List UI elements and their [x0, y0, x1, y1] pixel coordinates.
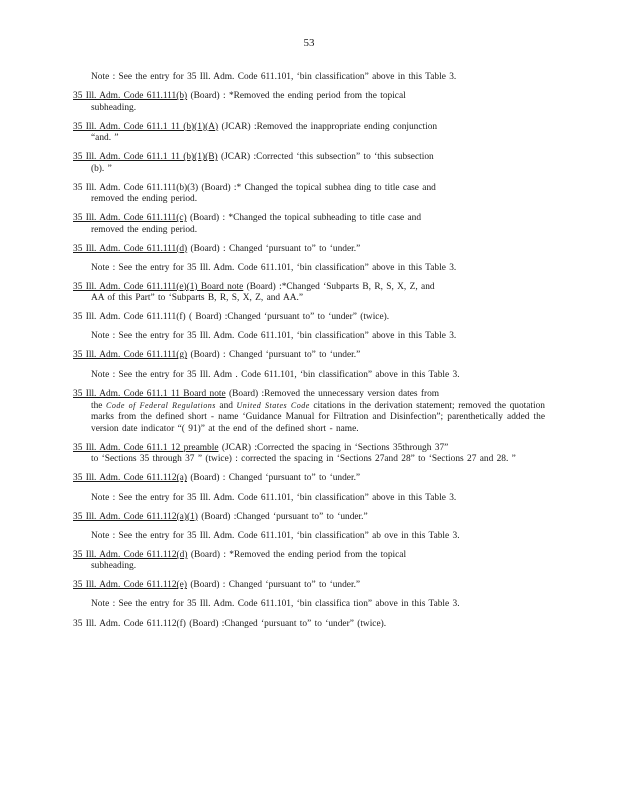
entry-continuation: removed the ending period. — [91, 194, 198, 204]
entry-first-line — [73, 512, 545, 523]
entry-first-line — [73, 244, 545, 255]
entry-first-line — [73, 580, 545, 591]
change-description: (JCAR) :Removed the inappropriate ending conjunction — [218, 121, 438, 132]
entry-first-line — [73, 213, 545, 224]
section-citation: 35 Ill. Adm. Code 611.112(a) — [73, 473, 187, 484]
entry-first-line — [73, 312, 545, 323]
revision-entry — [73, 91, 545, 114]
change-description: (Board) : Changed ‘pursuant to” to ‘under.” — [186, 580, 361, 591]
revision-entry — [73, 443, 545, 466]
italic-title: United States Code — [236, 401, 310, 411]
change-description: (Board) :Changed ‘pursuant to” to ‘under.” — [197, 511, 368, 522]
entry-first-line — [73, 282, 545, 293]
entry-first-line — [73, 443, 545, 454]
revision-entry — [73, 350, 545, 361]
entry-first-line — [73, 183, 545, 194]
entry-first-line — [73, 473, 545, 484]
note-entry: Note : See the entry for 35 Ill. Adm. Code 611.101, ‘bin classification” above in this Table 3. — [91, 331, 457, 342]
continuation-text: citations in the derivation statement; removed the quotation marks from the defined short - name ‘Guidance Manual for Filtration and Disinfection”; parenthetically added the version date indicator “( 91)” at the end of the defined short - name. — [91, 401, 545, 434]
revision-entry — [73, 152, 545, 175]
italic-title: Code of Federal Regulations — [106, 401, 216, 411]
entry-first-line — [73, 350, 545, 361]
note-entry: Note : See the entry for 35 Ill. Adm. Code 611.101, ‘bin classification” ab ove in this Table 3. — [91, 530, 460, 541]
revision-entry — [73, 183, 545, 206]
revision-entry — [73, 389, 545, 436]
change-description: (Board) :Removed the unnecessary version dates from — [225, 388, 440, 399]
entry-first-line — [73, 619, 545, 630]
entry-continuation: to ‘Sections 35 through 37 ” (twice) : corrected the spacing in ‘Sections 27and 28” to ‘Sections 27 and 28. ” — [91, 454, 516, 465]
revision-entry — [73, 512, 545, 523]
note-entry: Note : See the entry for 35 Ill. Adm. Code 611.101, ‘bin classifica tion” above in this Table 3. — [91, 599, 460, 610]
change-description: (Board) :Changed ‘pursuant to” to ‘under” (twice). — [185, 618, 387, 629]
section-citation: 35 Ill. Adm. Code 611.112(f) — [73, 618, 186, 629]
note-entry: Note : See the entry for 35 Ill. Adm. Code 611.101, ‘bin classification” above in this Table 3. — [91, 72, 457, 82]
revision-entry — [73, 122, 545, 145]
change-description: (JCAR) :Corrected the spacing in ‘Sections 35through 37” — [218, 442, 449, 453]
entry-continuation: subheading. — [91, 561, 137, 572]
note-entry: Note : See the entry for 35 Ill. Adm . Code 611.101, ‘bin classification” above in this Table 3. — [91, 369, 460, 380]
change-description: (Board) : Changed ‘pursuant to” to ‘under.” — [187, 350, 361, 361]
section-citation: 35 Ill. Adm. Code 611.111(d) — [73, 243, 188, 254]
section-citation: 35 Ill. Adm. Code 611.111(b)(3) — [73, 182, 199, 193]
entry-first-line — [73, 122, 545, 133]
entry-continuation: (b). ” — [91, 163, 112, 174]
note-entry: Note : See the entry for 35 Ill. Adm. Code 611.101, ‘bin classification” above in this Table 3. — [91, 492, 457, 503]
section-citation: 35 Ill. Adm. Code 611.111(c) — [73, 213, 187, 224]
revision-table — [73, 72, 545, 630]
section-citation: 35 Ill. Adm. Code 611.111(f) — [73, 312, 186, 323]
revision-entry — [73, 282, 545, 305]
entry-first-line — [73, 152, 545, 163]
change-description: (Board) :*Changed ‘Subparts B, R, S, X, Z, and — [243, 281, 435, 292]
section-citation: 35 Ill. Adm. Code 611.1 12 preamble — [73, 442, 219, 453]
entry-continuation: removed the ending period. — [91, 224, 198, 235]
change-description: (Board) : *Removed the ending period from the topical — [187, 549, 407, 560]
change-description: (JCAR) :Corrected ‘this subsection” to ‘this subsection — [217, 152, 434, 163]
section-citation: 35 Ill. Adm. Code 611.1 11 (b)(1)(B) — [73, 152, 218, 163]
change-description: (Board) : Changed ‘pursuant to” to ‘under.” — [186, 473, 361, 484]
entry-continuation: AA of this Part” to ‘Subparts B, R, S, X, Z, and AA.” — [91, 293, 303, 304]
revision-entry — [73, 619, 545, 630]
section-citation: 35 Ill. Adm. Code 611.111(g) — [73, 350, 188, 361]
entry-continuation: “and. ” — [91, 133, 119, 143]
change-description: (Board) : Changed ‘pursuant to” to ‘under.” — [187, 243, 361, 254]
continuation-text: the — [91, 401, 107, 412]
change-description: (Board) :* Changed the topical subhea ding to title case and — [198, 182, 436, 193]
entry-continuation: subheading. — [91, 102, 137, 113]
section-citation: 35 Ill. Adm. Code 611.112(e) — [73, 580, 187, 591]
revision-entry — [73, 244, 545, 255]
revision-entry — [73, 580, 545, 591]
revision-entry — [73, 550, 545, 573]
change-description: ( Board) :Changed ‘pursuant to” to ‘under” (twice). — [185, 312, 390, 323]
entry-first-line — [73, 91, 545, 102]
revision-entry — [73, 473, 545, 484]
change-description: (Board) : *Removed the ending period from the topical — [187, 91, 406, 102]
section-citation: 35 Ill. Adm. Code 611.111(b) — [73, 91, 188, 102]
change-description: (Board) : *Changed the topical subheading to title case and — [186, 213, 422, 224]
revision-entry — [73, 312, 545, 323]
note-entry: Note : See the entry for 35 Ill. Adm. Code 611.101, ‘bin classification” above in this Table 3. — [91, 262, 457, 273]
entry-first-line — [73, 550, 545, 561]
section-citation: 35 Ill. Adm. Code 611.112(a)(1) — [73, 511, 198, 522]
section-citation: 35 Ill. Adm. Code 611.111(e)(1) Board note — [73, 281, 244, 292]
section-citation: 35 Ill. Adm. Code 611.112(d) — [73, 549, 188, 560]
page-number: 53 — [303, 37, 315, 49]
continuation-text: and — [215, 401, 237, 412]
revision-entry — [73, 213, 545, 236]
section-citation: 35 Ill. Adm. Code 611.1 11 Board note — [73, 388, 226, 399]
entry-first-line — [73, 389, 545, 400]
entry-continuation — [73, 400, 545, 435]
section-citation: 35 Ill. Adm. Code 611.1 11 (b)(1)(A) — [73, 121, 219, 132]
